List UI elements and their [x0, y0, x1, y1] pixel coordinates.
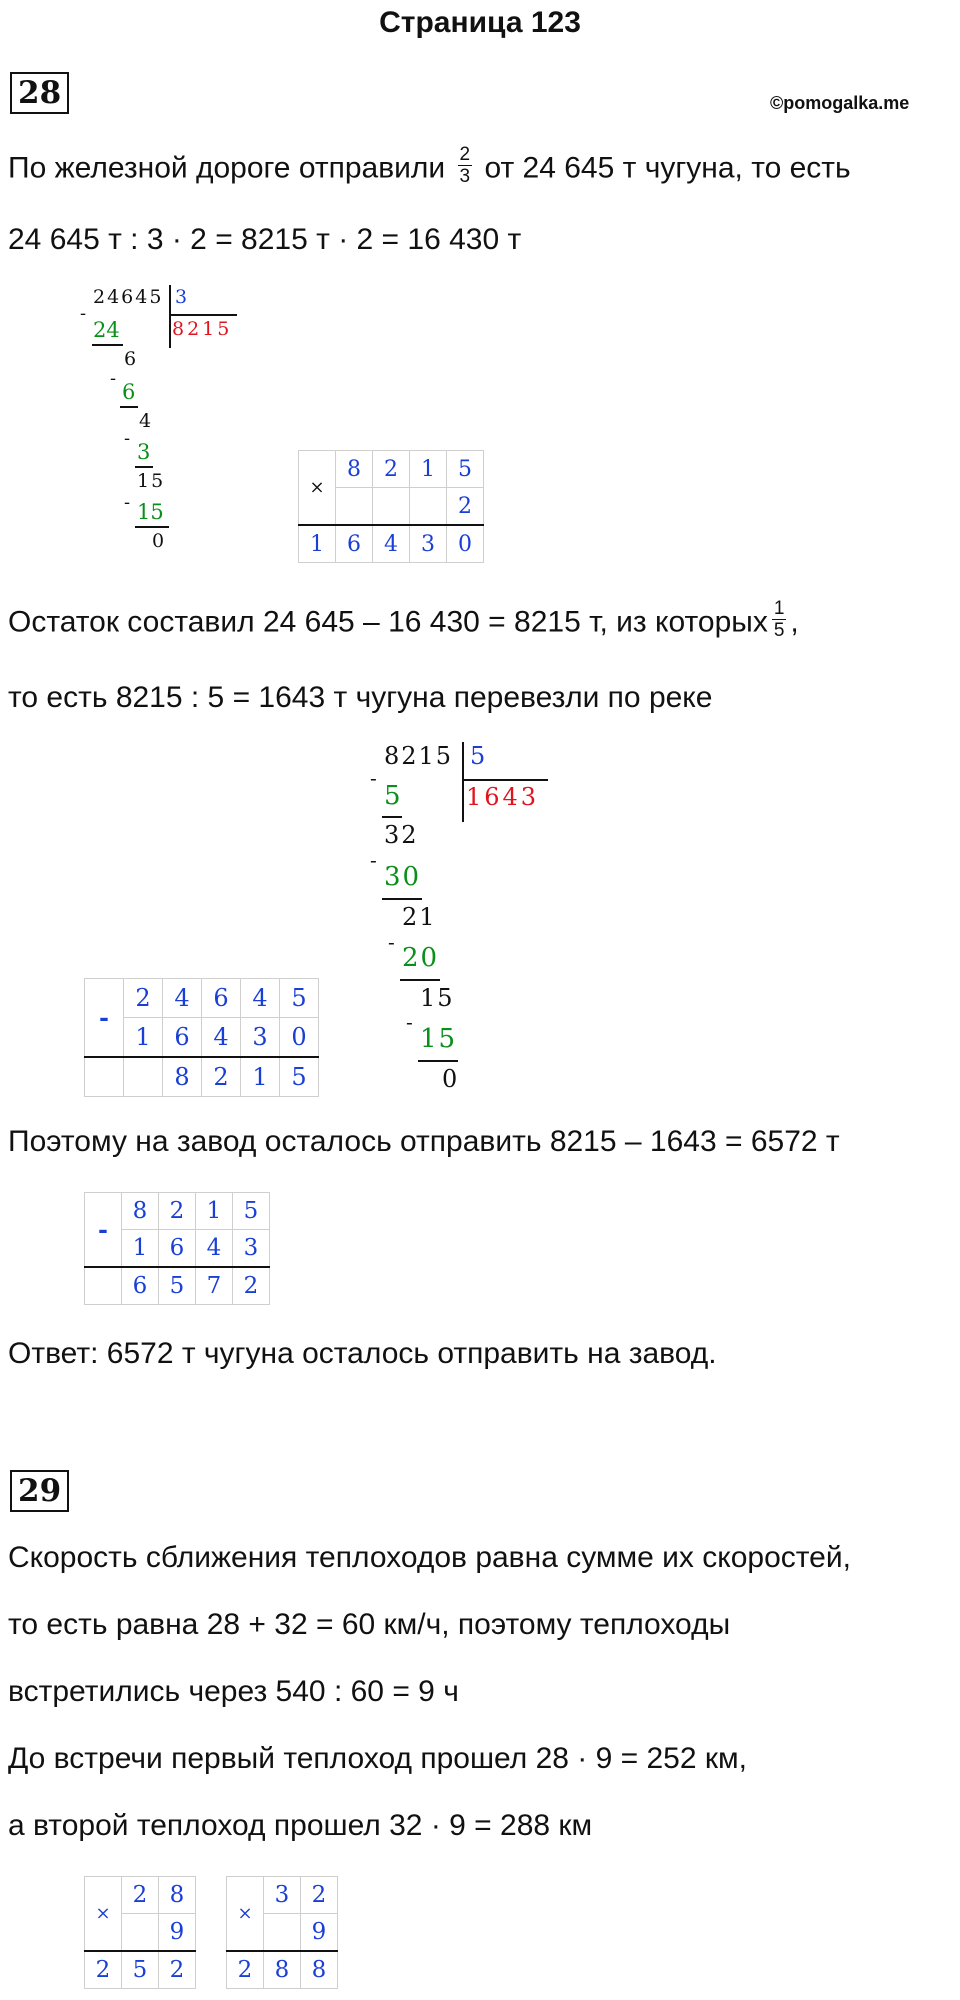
task29-line5: а второй теплоход прошел 32 · 9 = 288 км [8, 1809, 593, 1842]
task28-line5: Поэтому на завод осталось отправить 8215 – 1643 = 6572 т [8, 1125, 840, 1158]
mul1-cell [410, 488, 447, 526]
mul1-op: × [299, 451, 336, 526]
div1-sub-4: 15 [137, 500, 164, 524]
task28-line1-start: По железной дороге отправили [8, 151, 446, 185]
fraction-numerator: 1 [773, 598, 785, 619]
div2-bar [462, 742, 464, 822]
sub2-result: 5 [159, 1267, 196, 1305]
div1-rem-1: 6 [124, 348, 137, 370]
div1-divisor: 3 [175, 286, 188, 308]
mul1-result: 1 [299, 525, 336, 563]
sub1-result: 1 [241, 1057, 280, 1097]
mul1-cell: 5 [447, 451, 484, 488]
div1-sub-3: 3 [137, 440, 151, 464]
mul1-result: 3 [410, 525, 447, 563]
subtraction-8215-minus-1643 [84, 1192, 270, 1305]
div2-sub-4: 15 [420, 1024, 458, 1054]
task28-line3 [8, 598, 799, 645]
mul1-result: 4 [373, 525, 410, 563]
copyright: ©pomogalka.me [770, 93, 910, 113]
task28-answer: Ответ: 6572 т чугуна осталось отправить на завод. [8, 1337, 717, 1370]
task29-line4: До встречи первый теплоход прошел 28 · 9 = 252 км, [8, 1742, 747, 1775]
div2-quotient: 1643 [466, 783, 540, 811]
mul1-cell: 8 [336, 451, 373, 488]
sub1-cell: 4 [202, 1018, 241, 1058]
sub2-cell: 5 [233, 1193, 270, 1230]
mul1-cell: 2 [447, 488, 484, 526]
div1-sub-2: 6 [122, 380, 136, 404]
div1-minus: - [110, 368, 117, 389]
multiplication-28-by-9 [84, 1876, 196, 1989]
div1-rem-3: 15 [137, 470, 166, 492]
mul2-result: 2 [159, 1951, 196, 1989]
div1-line [135, 526, 169, 528]
div2-divisor: 5 [470, 742, 486, 770]
mul1-cell: 2 [373, 451, 410, 488]
div2-minus: - [370, 766, 377, 790]
div2-rem-2: 21 [402, 903, 437, 931]
sub2-cell: 1 [122, 1230, 159, 1268]
mul3-result: 2 [227, 1951, 264, 1989]
div1-quotient: 8215 [172, 318, 233, 340]
page-title: Страница 123 [379, 6, 581, 39]
sub1-cell: 6 [163, 1018, 202, 1058]
task-number-29: 29 [10, 1470, 69, 1512]
sub1-op: - [85, 979, 124, 1058]
mul1-result: 0 [447, 525, 484, 563]
div1-line [120, 406, 138, 408]
sub1-cell: 4 [163, 979, 202, 1018]
sub1-cell: 2 [124, 979, 163, 1018]
sub1-cell: 3 [241, 1018, 280, 1058]
div2-rem-3: 15 [420, 984, 455, 1012]
sub2-op: - [85, 1193, 122, 1268]
mul3-result: 8 [301, 1951, 338, 1989]
multiplication-8215-by-2 [298, 450, 484, 563]
sub2-cell: 4 [196, 1230, 233, 1268]
div2-minus: - [370, 848, 377, 872]
div2-sub-1: 5 [384, 781, 401, 811]
div1-line [135, 466, 153, 468]
div1-dividend: 24645 [93, 286, 164, 308]
sub2-cell: 2 [159, 1193, 196, 1230]
sub1-cell: 6 [202, 979, 241, 1018]
fraction-numerator: 2 [459, 144, 471, 165]
div1-rem-4: 0 [152, 530, 165, 552]
sub2-cell: 3 [233, 1230, 270, 1268]
task28-line4: то есть 8215 : 5 = 1643 т чугуна перевезли по реке [8, 681, 713, 714]
fraction-denominator: 3 [459, 166, 471, 187]
div2-line [382, 898, 422, 900]
sub1-result: 5 [280, 1057, 319, 1097]
sub2-cell: 8 [122, 1193, 159, 1230]
mul2-op: × [85, 1877, 122, 1952]
div2-sub-3: 20 [402, 943, 440, 973]
div2-rem-4: 0 [442, 1065, 458, 1093]
sub1-cell: 0 [280, 1018, 319, 1058]
div1-minus: - [124, 492, 131, 513]
sub2-result: 2 [233, 1267, 270, 1305]
fraction-one-fifth [772, 598, 787, 641]
div2-minus: - [406, 1010, 413, 1034]
task28-line1 [8, 144, 851, 191]
mul1-cell [336, 488, 373, 526]
div2-line [400, 979, 440, 981]
mul3-cell: 2 [301, 1877, 338, 1914]
mul1-cell [373, 488, 410, 526]
mul1-cell: 1 [410, 451, 447, 488]
fraction-denominator: 5 [773, 620, 785, 641]
div2-sub-2: 30 [384, 862, 422, 892]
div1-line [92, 344, 123, 346]
mul3-cell: 3 [264, 1877, 301, 1914]
task29-line2: то есть равна 28 + 32 = 60 км/ч, поэтому теплоходы [8, 1608, 731, 1641]
sub2-cell: 6 [159, 1230, 196, 1268]
sub1-result: 8 [163, 1057, 202, 1097]
mul1-result: 6 [336, 525, 373, 563]
mul3-result: 8 [264, 1951, 301, 1989]
mul3-cell [264, 1914, 301, 1952]
sub1-cell: 1 [124, 1018, 163, 1058]
task28-line3-end: , [790, 605, 799, 639]
sub2-result: 6 [122, 1267, 159, 1305]
subtraction-24645-minus-16430 [84, 978, 319, 1097]
task29-line1: Скорость сближения теплоходов равна сумме их скоростей, [8, 1541, 851, 1574]
mul2-cell [122, 1914, 159, 1952]
div2-line [418, 1060, 458, 1062]
fraction-two-thirds [458, 144, 473, 187]
div1-bar [169, 285, 171, 348]
sub1-cell: 4 [241, 979, 280, 1018]
mul3-cell: 9 [301, 1914, 338, 1952]
sub2-result-empty [85, 1267, 122, 1305]
multiplication-32-by-9 [226, 1876, 338, 1989]
task28-line3-start: Остаток составил 24 645 – 16 430 = 8215 т, из которых [8, 605, 768, 639]
div1-rem-2: 4 [139, 410, 152, 432]
div2-rem-1: 32 [384, 821, 419, 849]
div1-minus: - [80, 303, 87, 324]
mul3-op: × [227, 1877, 264, 1952]
mul2-cell: 8 [159, 1877, 196, 1914]
div2-line [382, 816, 402, 818]
div1-bar-h [169, 314, 237, 316]
div1-sub-1: 24 [93, 318, 120, 342]
sub1-result-empty [85, 1057, 124, 1097]
task28-line2: 24 645 т : 3 · 2 = 8215 т · 2 = 16 430 т [8, 223, 522, 256]
div2-dividend: 8215 [384, 742, 454, 770]
mul2-cell: 2 [122, 1877, 159, 1914]
mul2-result: 5 [122, 1951, 159, 1989]
mul2-result: 2 [85, 1951, 122, 1989]
mul2-cell: 9 [159, 1914, 196, 1952]
sub1-result: 2 [202, 1057, 241, 1097]
sub2-cell: 1 [196, 1193, 233, 1230]
sub1-cell: 5 [280, 979, 319, 1018]
task29-line3: встретились через 540 : 60 = 9 ч [8, 1675, 459, 1708]
sub1-result [124, 1057, 163, 1097]
task28-line1-end: от 24 645 т чугуна, то есть [484, 151, 851, 185]
sub2-result: 7 [196, 1267, 233, 1305]
task-number-28: 28 [10, 72, 69, 114]
div2-minus: - [388, 930, 395, 954]
div1-minus: - [124, 428, 131, 449]
div2-bar-h [462, 779, 548, 781]
